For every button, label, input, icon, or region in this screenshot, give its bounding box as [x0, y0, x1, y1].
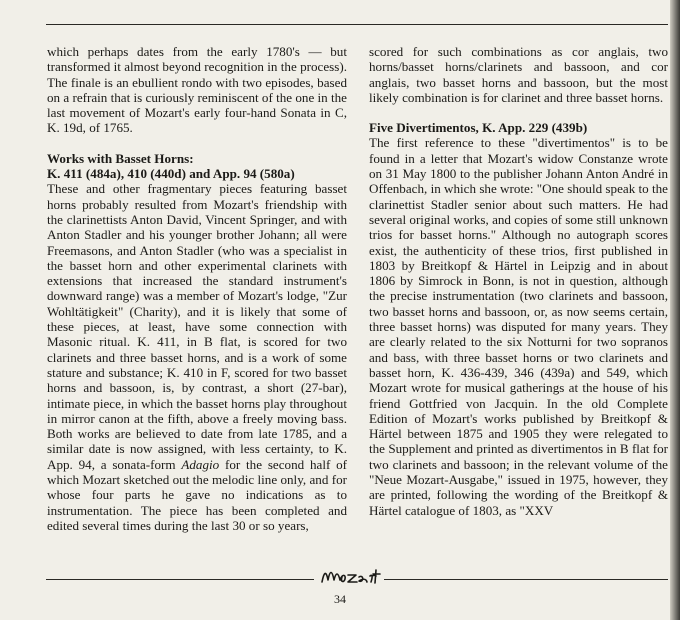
- bottom-rule-right: [384, 579, 668, 580]
- left-paragraph-1: which perhaps dates from the early 1780's — but transformed it almost beyond recognition in the process). The finale is an ebullient rondo with two episodes, based on a refrain that is curiously reminiscent of the one in the last movement of Mozart's early four-hand Sonata in C, K. 19d, of 1765.: [47, 44, 347, 136]
- left-column: [47, 44, 347, 533]
- mozart-signature-logo: [318, 562, 382, 588]
- paragraph-text-continued: for the second half of which Mozart sketched out the melodic line only, and for whose four parts he gave no indications as to instrumentation. The piece has been completed and edited several times during the last 30 or so years,: [47, 456, 347, 533]
- section-heading-divertimentos: Five Divertimentos, K. App. 229 (439b): [369, 120, 588, 136]
- right-paragraph-2: The first reference to these "divertimentos" is to be found in a letter that Mozart's widow Constanze wrote on 31 May 1800 to the publisher Johann Anton André in Offenbach, in which she wrote: "One should speak to the clarinettist Stadler senior about such matters. He had several original works, and copies of some still unknown trios for basset horns." Although no autograph scores exist, the authenticity of these trios, first published in 1803 by Breitkopf & Härtel in Leipzig and in about 1806 by Simrock in Bonn, is not in question, although the precise instrumentation (two clarinets and bassoon, two basset horns and bassoon, or, as now seems certain, three basset horns) was disputed for many years. They are clearly related to the six Notturni for two sopranos and bass, with three basset horns or two clarinets and basset horn, K. 436-439, 346 (439a) and 549, which Mozart wrote for musical gatherings at the house of his friend Gottfried von Jacquin. In the old Complete Edition of Mozart's works published by Breitkopf & Härtel between 1875 and 1905 they were relegated to the Supplement and printed as divertimentos in B flat for two clarinets and bassoon; in the relevant volume of the "Neue Mozart-Ausgabe," issued in 1975, however, they are printed, following the wording of the Breitkopf & Härtel catalogue of 1803, as "XXV: [369, 135, 668, 518]
- section-subheading-k411: K. 411 (484a), 410 (440d) and App. 94 (580a): [47, 166, 295, 182]
- page-number: 34: [334, 592, 346, 606]
- paragraph-text: These and other fragmentary pieces featuring basset horns probably resulted from Mozart's friendship with the clarinettists Anton David, Vincent Springer, and with Anton Stadler and his younger brother Johann; all were Freemasons, and Anton Stadler (who was a specialist in the basset horn and other experimental clarinets with extensions that increased the standard instrument's downward range) was a member of Mozart's lodge, "Zur Wohltätigkeit" (Charity), and it is likely that some of these pieces, at least, have some connection with Masonic ritual. K. 411, in B flat, is scored for two clarinets and three basset horns, and is a work of some stature and substance; K. 410 in F, scored for two basset horns and bassoon, is, by contrast, a short (27-bar), intimate piece, in which the basset horns play throughout in mirror canon at the fifth, above a freely moving bass. Both works are believed to date from late 1785, and a similar date is now assigned, with less certainty, to K. App. 94, a sonata-form: [47, 181, 347, 472]
- left-paragraph-2: [47, 181, 347, 533]
- paragraph-gap: [369, 105, 668, 120]
- paragraph-gap: [47, 136, 347, 151]
- bottom-rule-left: [46, 579, 314, 580]
- right-column: [369, 44, 668, 518]
- italic-term: Adagio: [181, 456, 220, 472]
- right-paragraph-1: scored for such combinations as cor anglais, two horns/basset horns/clarinets and bassoon, and cor anglais, two basset horns and bassoon, but the most likely combination is for clarinet and three basset horns.: [369, 44, 668, 105]
- section-heading-basset-horns: Works with Basset Horns:: [47, 150, 194, 166]
- top-rule: [46, 24, 668, 25]
- page-edge: [670, 0, 680, 620]
